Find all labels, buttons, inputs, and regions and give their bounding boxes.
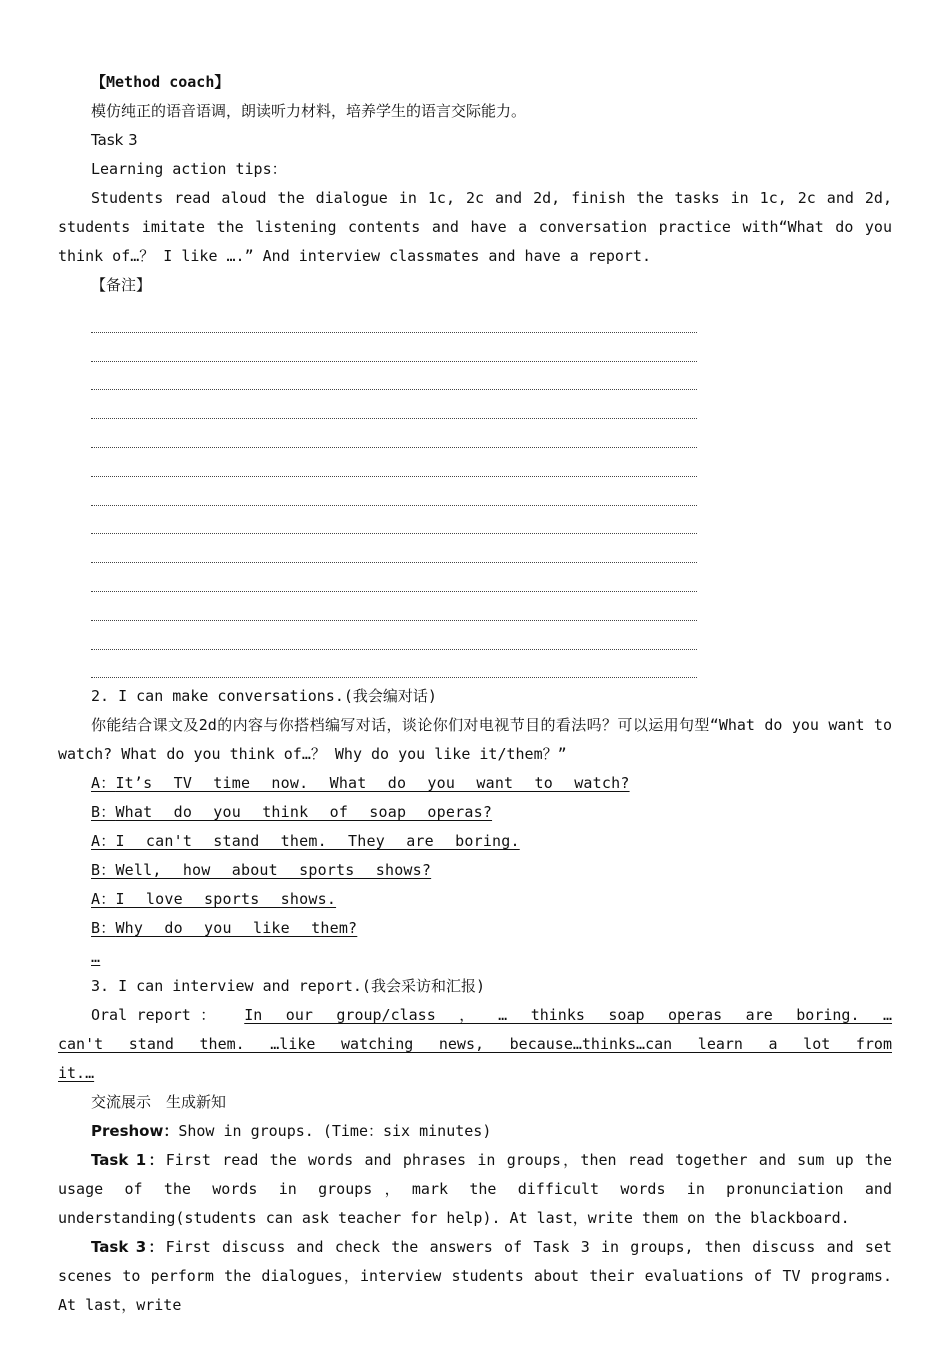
dialogue-speaker: A： (91, 774, 116, 793)
note-line (91, 304, 697, 333)
section3-heading: 3. I can interview and report.(我会采访和汇报) (91, 977, 485, 996)
exchange-task3-label: Task 3： (91, 1238, 166, 1257)
notes-heading: 【备注】 (91, 276, 152, 294)
dialogue-text: Well, how about sports shows? (115, 861, 432, 880)
method-coach-heading: 【Method coach】 (91, 73, 230, 91)
dialogue-text: Why do you like them? (115, 919, 358, 938)
notes-lines (91, 300, 697, 678)
dialogue-line (58, 856, 892, 885)
dialogue-speaker: B： (91, 919, 116, 938)
dialogue-speaker: A： (91, 890, 116, 909)
task3-tips-text: Students read aloud the dialogue in 1c, 2c and 2d, finish the tasks in 1c, 2c and 2d, students imitate the listening contents and have a conversation practice with“What do you think of…？ I like ….” And interview classmates and have a report. (58, 189, 892, 265)
note-line (91, 362, 697, 391)
note-line (91, 534, 697, 563)
preshow-label: Preshow： (91, 1122, 179, 1141)
task1-text: First read the words and phrases in groups，then read together and sum up the usage of the words in groups，mark the difficult words in pronunciation and understanding(students can ask teacher for help). At last，write them on the blackboard. (58, 1151, 893, 1228)
note-line (91, 333, 697, 362)
note-line (91, 419, 697, 448)
dialogue-line (58, 914, 892, 943)
dialogue-ellipsis: … (91, 948, 101, 967)
dialogue-text: What do you think of soap operas? (115, 803, 493, 822)
note-line (91, 621, 697, 650)
dialogue-text: I can't stand them. They are boring. (115, 832, 520, 851)
dialogue-speaker: A： (91, 832, 116, 851)
dialogue-ellipsis-line (58, 943, 892, 972)
preshow (58, 1117, 892, 1146)
task3-title: Task 3 (91, 131, 138, 149)
oral-report (58, 1001, 892, 1088)
oral-report-label: Oral report ： (91, 1006, 216, 1025)
dialogue-line (58, 769, 892, 798)
section2-heading: 2. I can make conversations.(我会编对话) (91, 687, 437, 706)
note-line (91, 563, 697, 592)
dialogue-text: I love sports shows. (115, 890, 337, 909)
dialogue-text: It’s TV time now. What do you want to watch? (115, 774, 630, 793)
note-line (91, 592, 697, 621)
task1-label: Task 1： (91, 1151, 166, 1170)
oral-report-text: In our group/class ， … thinks soap operas are boring. … can't stand them. …like watching news, because…thinks…can learn a lot from it.… (58, 1006, 892, 1083)
exchange-task1 (58, 1146, 892, 1233)
dialogue (58, 769, 892, 972)
note-line (91, 390, 697, 419)
preshow-text: Show in groups. (Time：six minutes) (178, 1122, 492, 1141)
note-line (91, 448, 697, 477)
dialogue-speaker: B： (91, 861, 116, 880)
exchange-task3-text: First discuss and check the answers of Task 3 in groups, then discuss and set scenes to perform the dialogues，interview students about their evaluations of TV programs. At last，write (58, 1238, 893, 1315)
method-coach-text: 模仿纯正的语音语调，朗读听力材料，培养学生的语言交际能力。 (91, 102, 527, 120)
exchange-heading: 交流展示 生成新知 (91, 1093, 227, 1112)
section2-instruction: 你能结合课文及2d的内容与你搭档编写对话，谈论你们对电视节目的看法吗？可以运用句型“What do you want to watch? What do you think of…？ Why do you like it/them？” (58, 716, 892, 764)
dialogue-line (58, 827, 892, 856)
note-line (91, 477, 697, 506)
dialogue-line (58, 798, 892, 827)
note-line (91, 506, 697, 535)
exchange-task3 (58, 1233, 892, 1320)
document-page (58, 68, 892, 1320)
note-line (91, 650, 697, 679)
task3-tips-label: Learning action tips： (91, 160, 287, 178)
dialogue-speaker: B： (91, 803, 116, 822)
dialogue-line (58, 885, 892, 914)
